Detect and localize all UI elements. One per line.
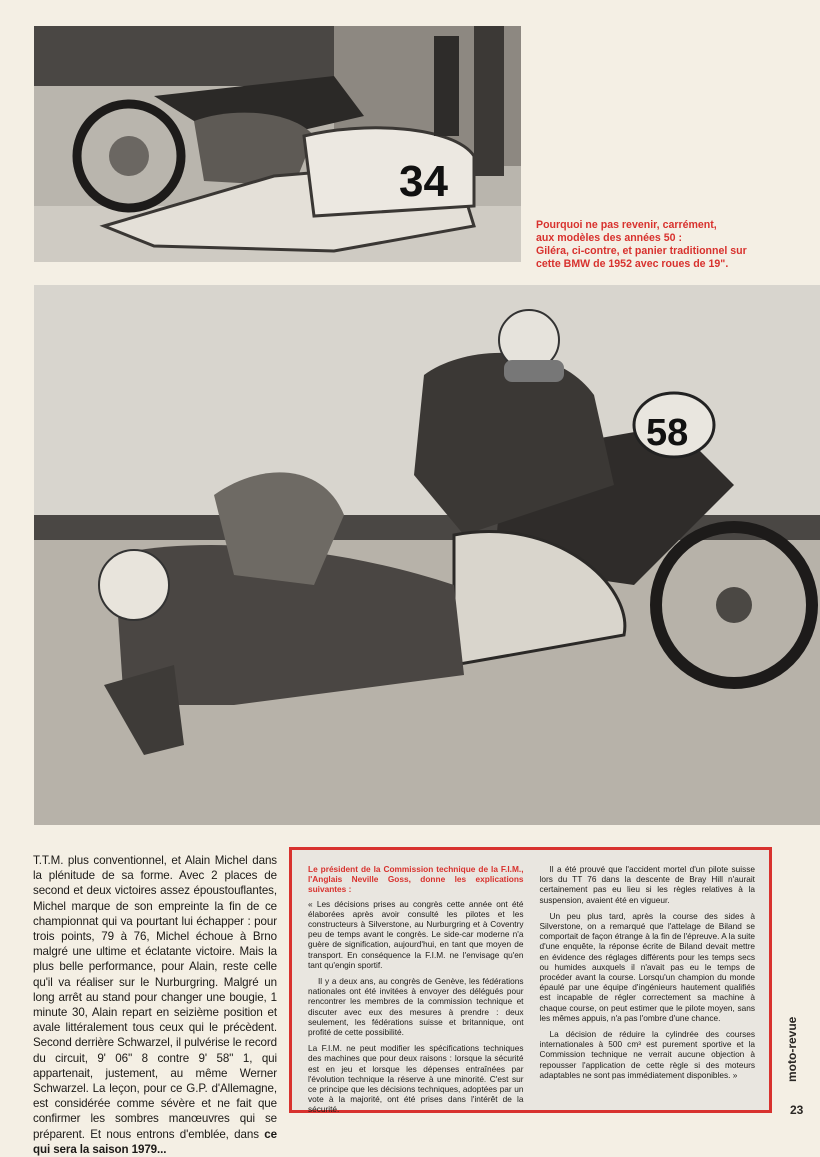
box-paragraph: Il y a deux ans, au congrès de Genève, les fédérations nationales ont été invitées à envoyer des délégués pour rencontrer les membres de la commission technique et discuter avec eux des mesures à prendre : deux seulement, les fédérations suisse et britannique, ont profité de cette possibilité. [308,976,524,1038]
race-number-34: 34 [399,157,448,206]
box-column-left [308,864,524,1115]
article-body [33,853,277,1157]
caption-line: aux modèles des années 50 : [536,232,683,244]
page-number: 23 [790,1103,804,1117]
box-paragraph: Un peu plus tard, après la course des sides à Silverstone, on a remarqué que l'attelage de Biland se comportait de façon étrange à la fin de l'épreuve. A la suite d'une enquête, la réponse écrite de Biland devait mettre en évidence des réglages différents pour les temps secs ou humides auxquels il n'avait pas eu le temps de procéder avant la course. Lorsqu'un champion du monde épaulé par une équipe d'ingénieurs hautement qualifiés est incapable de régler correctement sa machine à chaque course, on peut estimer que le pilote moyen, sans les mêmes appuis, n'a pas l'ombre d'une chance. [539,910,755,1023]
caption-line: Pourquoi ne pas revenir, carrément, [536,219,717,231]
box-title: Le président de la Commission technique de la F.I.M., l'Anglais Neville Goss, donne les explications suivantes : [308,864,524,895]
magazine-name [785,1000,799,1082]
box-column-right [540,864,756,1102]
box-paragraph: « Les décisions prises au congrès cette année ont été élaborées après avoir consulté les pilotes et les constructeurs à Silverstone, au Nurburgring et à Coventry peu de temps avant le congrès. Le side-car moderne n'a guère de signification, aujourd'hui, en tant que moyen de transport. En conséquence la F.I.M. ne l'envisage qu'en tant qu'engin sportif. [308,898,524,970]
interview-box [289,847,772,1113]
race-number-58: 58 [646,412,689,454]
box-paragraph: Il a été prouvé que l'accident mortel d'un pilote suisse lors du TT 76 dans la descente de Bray Hill n'aurait certainement pas eu lieu si les règles relatives à la suspension, avaient été en vigueur. [539,864,755,905]
caption-line: cette BMW de 1952 avec roues de 19". [536,258,729,270]
caption-line: Giléra, ci-contre, et panier traditionnel sur [536,245,747,257]
article-paragraph: T.T.M. plus conventionnel, et Alain Michel dans la plénitude de sa forme. Avec 2 places de second et deux victoires assez époustouflantes, Michel marque de son empreinte la fin de ce championnat qui va pourtant lui échapper : pour trois points, 79 à 76, Michel échoue à Brno malgré une ultime et éclatante victoire. Mais la plus belle performance, pour Alain, reste celle qu'il va réaliser sur le Nurburgring. Malgré un long arrêt au stand pour changer une bougie, 1 minute 30, Alain repart en seizième position et avale littéralement tous ceux qui le précèdent. Second derrière Schwarzel, il pulvérise le record du circuit, 9' 06'' 8 contre 9' 58'' 1, qui appartenait, justement, au même Werner Schwarzel. La leçon, pour ce G.P. d'Allemagne, est considérée comme sévère et ne fait que confirmer les sombres manœuvres qui se préparent. Et nous entrons d'emblée, dans [33,854,277,1141]
article-closing: ce qui sera la saison 1979... [33,1127,277,1156]
photo-bmw-sidecar [34,285,820,825]
photo-gilera-sidecar [34,26,521,262]
box-paragraph: La F.I.M. ne peut modifier les spécifications techniques des machines que pour deux raisons : lorsque la sécurité est en jeu et lorsque les dépenses entraînées par l'évolution technique la réserve à une minorité. C'est sur ce principe que les décisions techniques, adoptées par un vote à la majorité, ont été prises dans l'intérêt de la sécurité. [308,1043,524,1115]
photo-caption [536,219,806,271]
box-paragraph: La décision de réduire la cylindrée des courses internationales à 500 cm³ est purement sportive et la Commission technique ne verrait aucune objection à repousser l'application de cette règle si des moteurs adaptables ne sont pas immédiatement disponibles. » [539,1029,755,1080]
magazine-name-text: moto-revue [785,1016,799,1082]
